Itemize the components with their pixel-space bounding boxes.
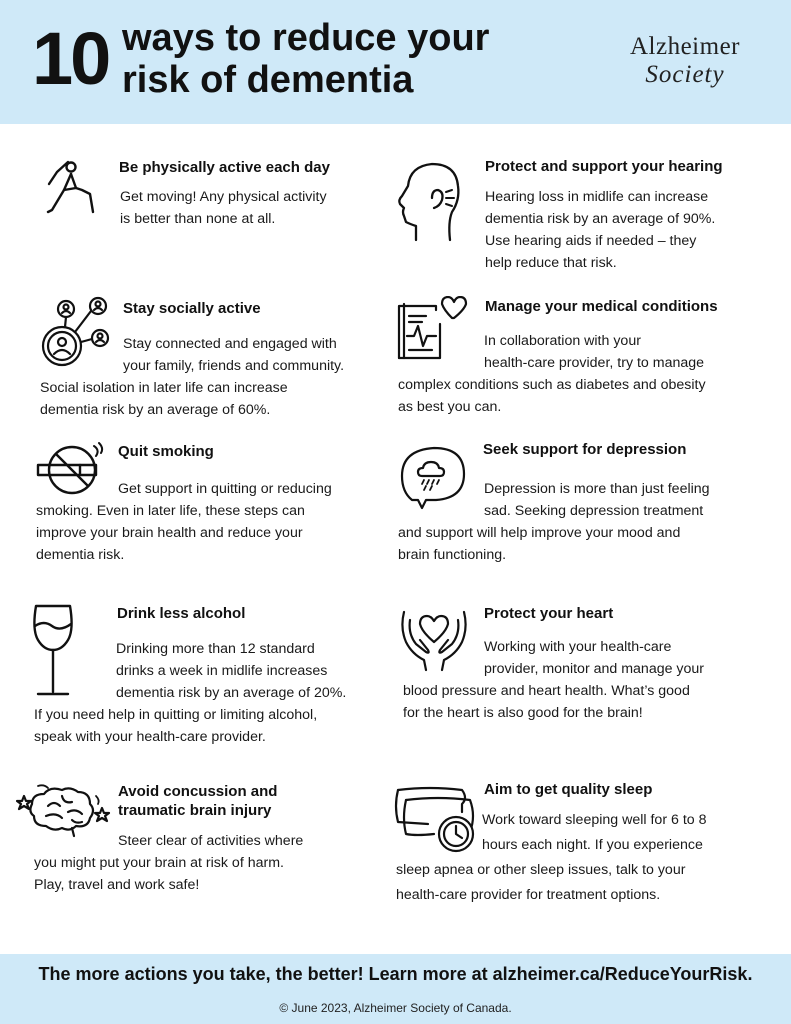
copyright-notice: © June 2023, Alzheimer Society of Canada.: [279, 1001, 512, 1015]
body-line: Drinking more than 12 standard: [116, 641, 315, 657]
item-heading: Protect your heart: [484, 605, 614, 622]
logo-line-2: Society: [645, 61, 725, 88]
body-line: brain functioning.: [398, 547, 507, 563]
body-line: Hearing loss in midlife can increase: [485, 189, 709, 205]
body-line: as best you can.: [398, 399, 502, 415]
item-body: [34, 638, 346, 748]
heading-line: traumatic brain injury: [118, 802, 272, 819]
title-number: 10: [32, 17, 109, 100]
body-line: your family, friends and community.: [123, 358, 345, 374]
yoga-pose-icon: [46, 160, 98, 216]
body-line: In collaboration with your: [484, 333, 641, 349]
body-line: for the heart is also good for the brain!: [403, 705, 643, 721]
item-body: [120, 186, 327, 230]
body-line: If you need help in quitting or limiting alcohol,: [34, 707, 318, 723]
hearing-head-icon: [394, 160, 466, 244]
item-body: [396, 808, 706, 908]
heading-line: Avoid concussion and: [118, 783, 278, 800]
body-line: Use hearing aids if needed – they: [485, 233, 697, 249]
body-line: Work toward sleeping well for 6 to 8: [482, 812, 707, 828]
body-line: sad. Seeking depression treatment: [484, 503, 704, 519]
item-heading: [118, 782, 277, 820]
body-line: hours each night. If you experience: [482, 837, 703, 853]
item-heading: Seek support for depression: [483, 441, 687, 458]
body-line: sleep apnea or other sleep issues, talk to your: [396, 862, 686, 878]
body-line: and support will help improve your mood and: [398, 525, 681, 541]
body-line: smoking. Even in later life, these steps can: [36, 503, 305, 519]
logo-line-1: Alzheimer: [629, 33, 740, 60]
body-line: Get moving! Any physical activity: [120, 189, 327, 205]
item-heading: Be physically active each day: [119, 159, 330, 176]
item-body: [485, 186, 715, 274]
body-line: help reduce that risk.: [485, 255, 617, 271]
item-heading: Protect and support your hearing: [485, 158, 723, 175]
title-line-1: ways to reduce your: [122, 17, 490, 59]
item-body: [403, 636, 704, 724]
alzheimer-society-logo: [610, 33, 760, 89]
body-line: improve your brain health and reduce your: [36, 525, 303, 541]
body-line: is better than none at all.: [120, 211, 276, 227]
title-line-2: risk of dementia: [122, 59, 414, 101]
item-body: [34, 830, 303, 896]
body-line: Stay connected and engaged with: [123, 336, 337, 352]
item-heading: Stay socially active: [123, 300, 261, 317]
body-line: Steer clear of activities where: [118, 833, 304, 849]
body-line: blood pressure and heart health. What’s good: [403, 683, 690, 699]
page-title: [122, 17, 489, 101]
body-line: speak with your health-care provider.: [34, 729, 266, 745]
footer-call-to-action: The more actions you take, the better! Learn more at alzheimer.ca/ReduceYourRisk.: [38, 964, 753, 984]
item-heading: Aim to get quality sleep: [484, 781, 653, 798]
item-body: [398, 478, 710, 566]
item-heading: Drink less alcohol: [117, 605, 246, 622]
body-line: health-care provider for treatment options.: [396, 887, 661, 903]
body-line: drinks a week in midlife increases: [116, 663, 328, 679]
body-line: Social isolation in later life can increase: [40, 380, 288, 396]
body-line: health-care provider, try to manage: [484, 355, 705, 371]
item-body: [398, 330, 706, 418]
body-line: dementia risk by an average of 60%.: [40, 402, 271, 418]
item-heading: Quit smoking: [118, 443, 214, 460]
item-body: [36, 478, 332, 566]
body-line: Play, travel and work safe!: [34, 877, 200, 893]
body-line: you might put your brain at risk of harm.: [34, 855, 284, 871]
item-heading: Manage your medical conditions: [485, 298, 718, 315]
body-line: dementia risk by an average of 90%.: [485, 211, 716, 227]
body-line: Get support in quitting or reducing: [118, 481, 332, 497]
body-line: provider, monitor and manage your: [484, 661, 705, 677]
item-body: [40, 333, 344, 421]
body-line: Working with your health-care: [484, 639, 672, 655]
body-line: complex conditions such as diabetes and obesity: [398, 377, 706, 393]
body-line: dementia risk by an average of 20%.: [116, 685, 347, 701]
body-line: Depression is more than just feeling: [484, 481, 710, 497]
body-line: dementia risk.: [36, 547, 125, 563]
